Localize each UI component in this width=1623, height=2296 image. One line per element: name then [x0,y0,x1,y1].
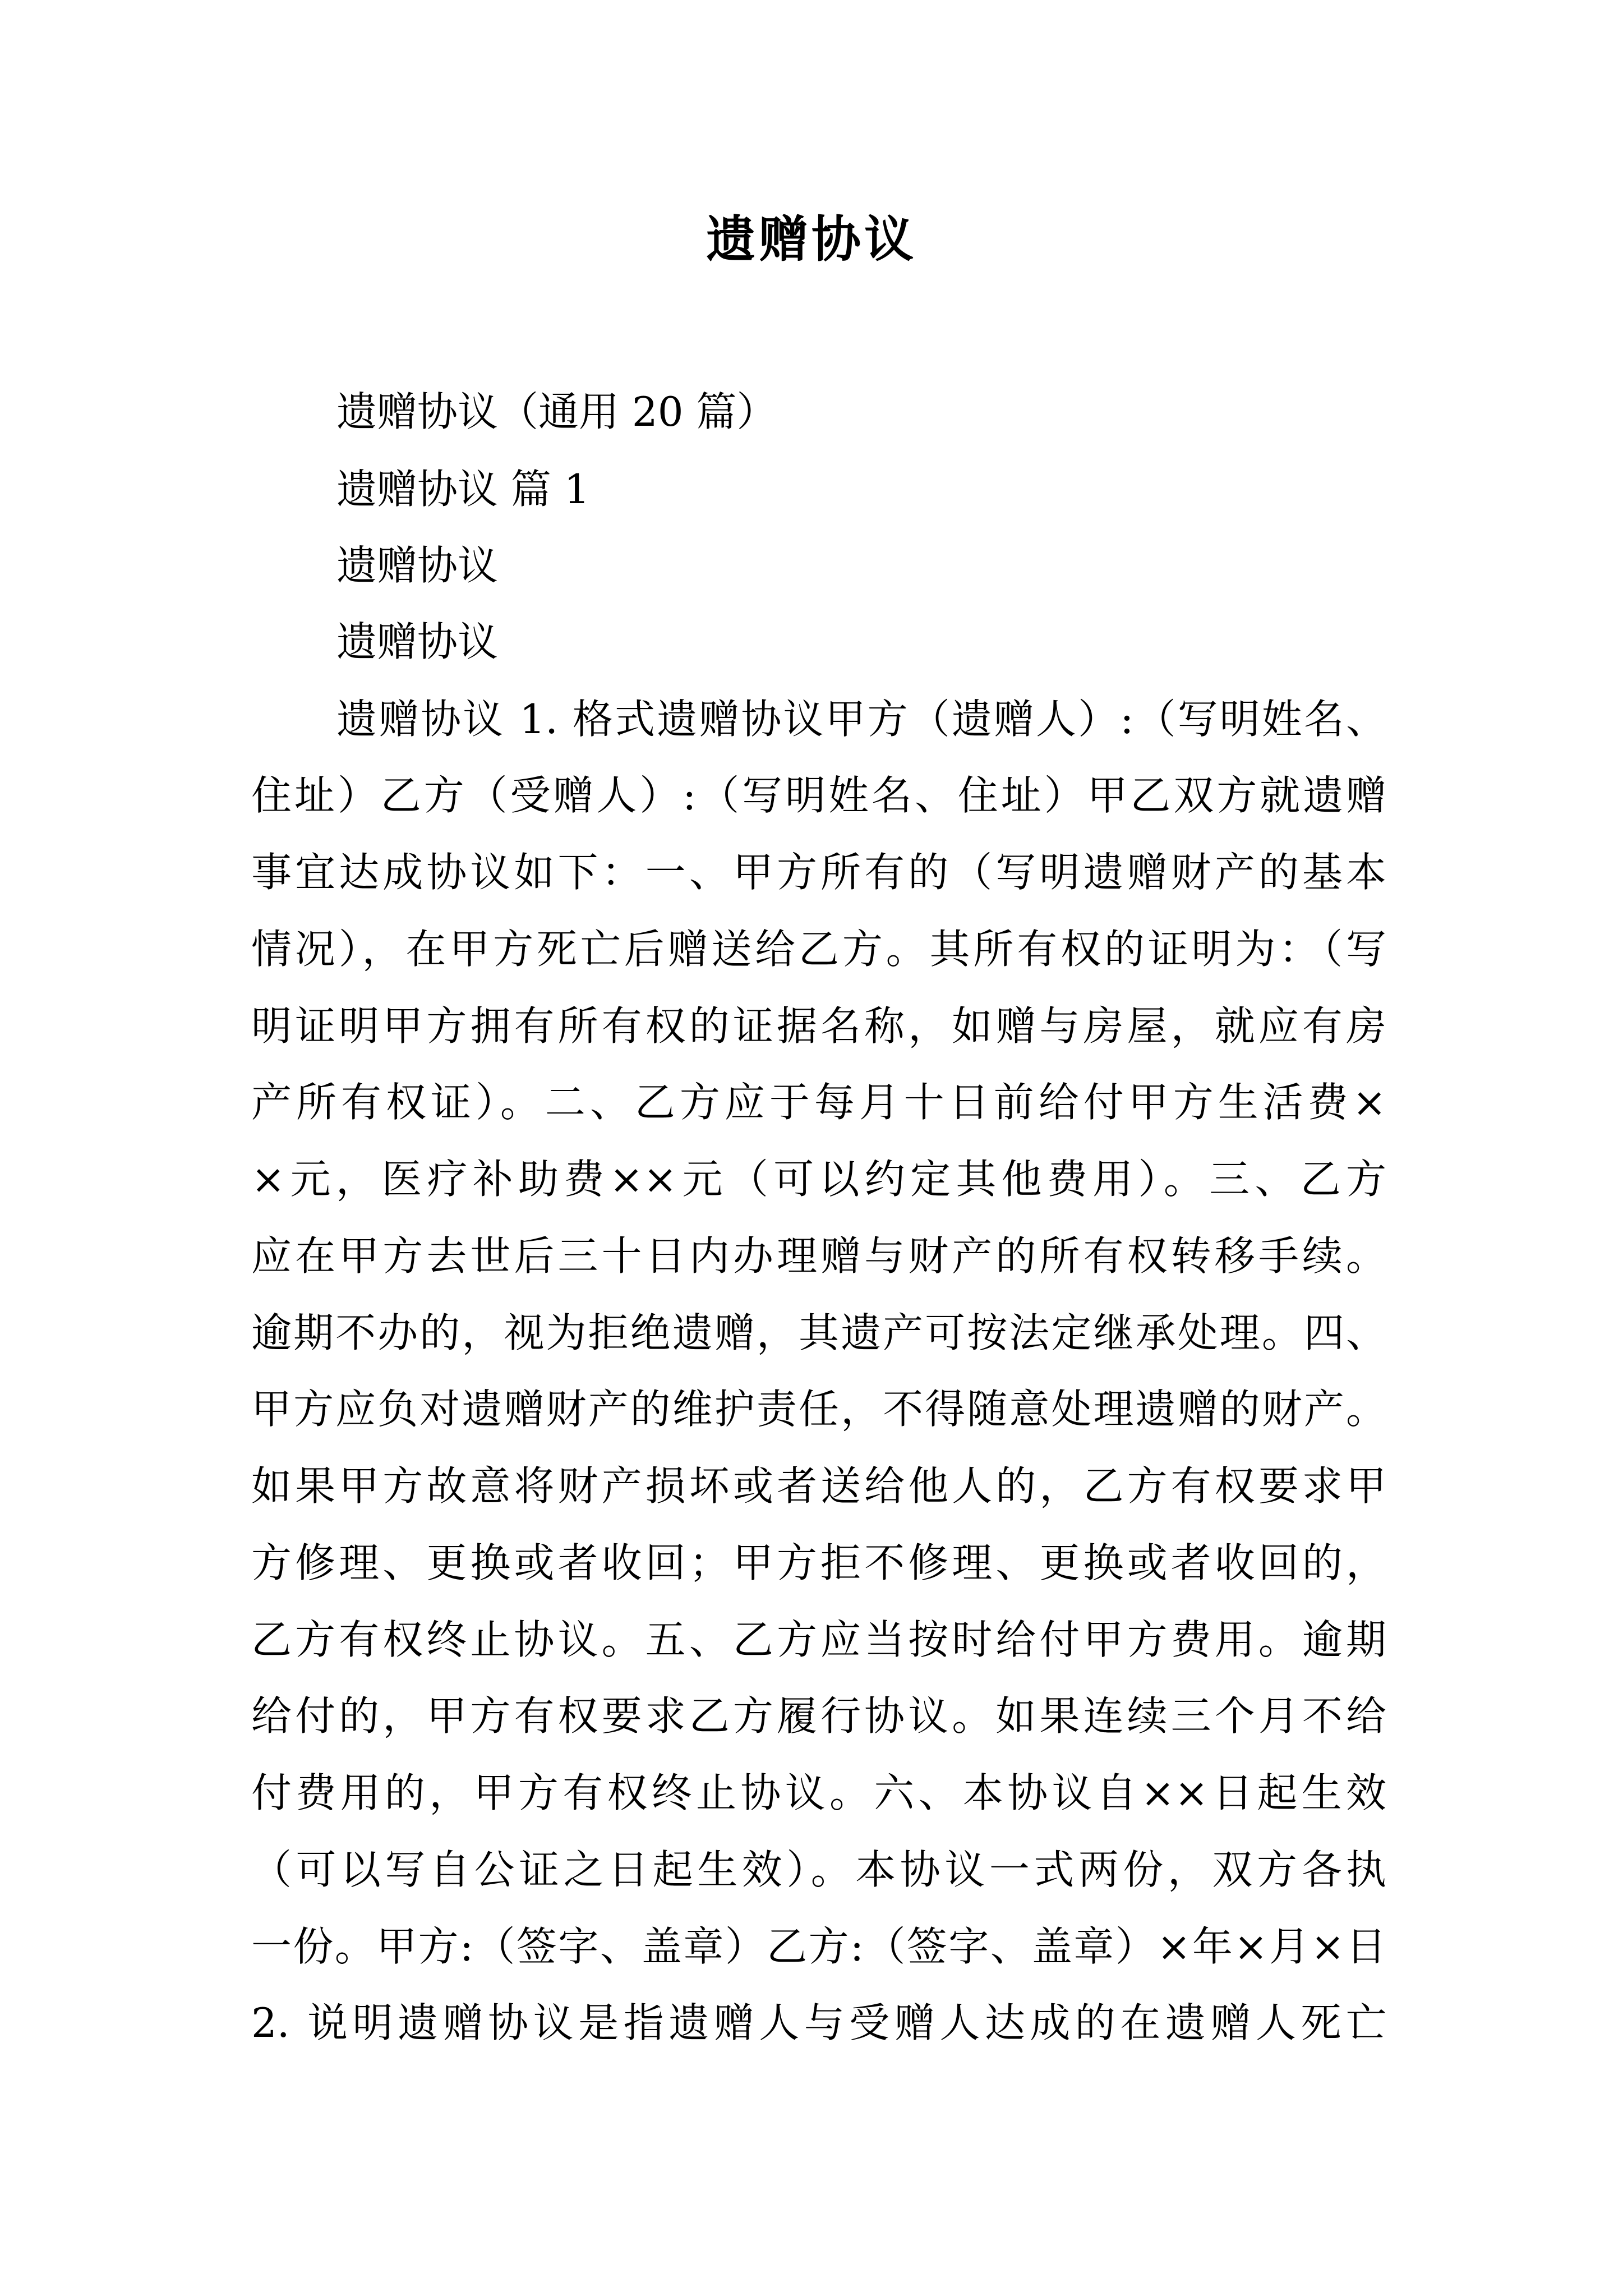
paragraph-line: 甲方应负对遗赠财产的维护责任，不得随意处理遗赠的财产。 [251,1386,1386,1433]
paragraph-line: 2. 说明遗赠协议是指遗赠人与受赠人达成的在遗赠人死亡 [251,1999,1386,2046]
paragraph-line: 产所有权证）。二、乙方应于每月十日前给付甲方生活费× [251,1079,1386,1126]
paragraph-line: 明证明甲方拥有所有权的证据名称，如赠与房屋，就应有房 [251,1002,1386,1050]
heading-line: 遗赠协议 [336,542,499,589]
paragraph-line: 应在甲方去世后三十日内办理赠与财产的所有权转移手续。 [251,1232,1386,1280]
paragraph-line: 一份。甲方:（签字、盖章）乙方:（签字、盖章）×年×月×日 [251,1923,1386,1970]
paragraph-line: 事宜达成协议如下：一、甲方所有的（写明遗赠财产的基本 [251,849,1386,896]
paragraph-line: 给付的，甲方有权要求乙方履行协议。如果连续三个月不给 [251,1692,1386,1740]
paragraph-line: 方修理、更换或者收回；甲方拒不修理、更换或者收回的， [251,1539,1386,1586]
heading-line: 遗赠协议 [336,618,499,665]
paragraph-line: （可以写自公证之日起生效）。本协议一式两份，双方各执 [251,1846,1386,1893]
heading-line: 遗赠协议 篇 1 [336,466,590,513]
paragraph-line: ×元，医疗补助费××元（可以约定其他费用）。三、乙方 [251,1156,1386,1203]
document-title: 遗赠协议 [706,210,917,268]
paragraph-line: 逾期不办的，视为拒绝遗赠，其遗产可按法定继承处理。四、 [251,1309,1386,1356]
paragraph-line: 如果甲方故意将财产损坏或者送给他人的，乙方有权要求甲 [251,1462,1386,1510]
paragraph-line: 遗赠协议 1. 格式遗赠协议甲方（遗赠人）:（写明姓名、 [336,696,1386,743]
paragraph-line: 情况），在甲方死亡后赠送给乙方。其所有权的证明为：（写 [251,926,1386,973]
paragraph-line: 付费用的，甲方有权终止协议。六、本协议自××日起生效 [251,1769,1386,1816]
paragraph-line: 住址）乙方（受赠人）:（写明姓名、住址）甲乙双方就遗赠 [251,772,1386,819]
heading-line: 遗赠协议（通用 20 篇） [336,388,777,435]
paragraph-line: 乙方有权终止协议。五、乙方应当按时给付甲方费用。逾期 [251,1616,1386,1663]
